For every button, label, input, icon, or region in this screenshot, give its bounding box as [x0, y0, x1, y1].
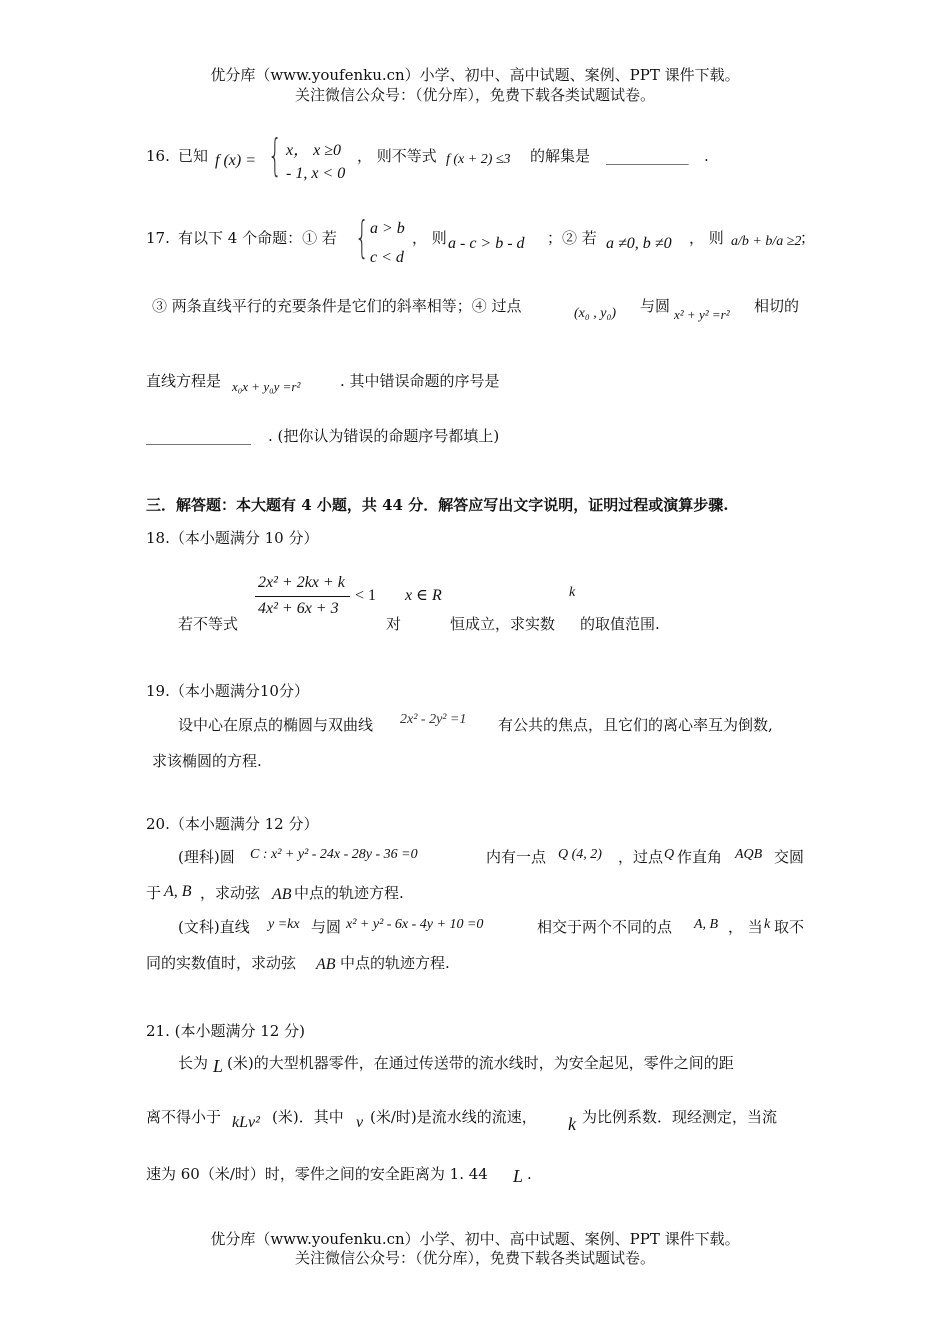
q17-lead: 有以下 4 个命题：① 若 [178, 229, 337, 247]
q21-l3-a: 速为 60（米/时）时，零件之间的安全距离为 1. 44 [146, 1165, 488, 1183]
q20-line-eq: y =kx [268, 917, 300, 932]
q21-k: k [568, 1114, 576, 1134]
q20-l1-d: 作直角 [677, 848, 723, 866]
q19-heading: 19.（本小题满分10分） [146, 682, 309, 700]
q20-l3-c: 相交于两个不同的点 [537, 918, 673, 936]
q18-k: k [569, 585, 576, 600]
q21-klv2: kLv² [232, 1114, 260, 1131]
q17-blank: ______________ [146, 427, 251, 445]
q17-result-2: a/b + b/a ≥2 [731, 234, 802, 249]
q21-L-2: L [513, 1166, 524, 1186]
q20-k: k [764, 917, 771, 932]
q21-l1-a: 长为 [178, 1054, 209, 1072]
q19-equation: 2x² - 2y² =1 [400, 712, 467, 727]
q16-case-1: x， x ≥0 [286, 142, 341, 159]
q16-brace: { [268, 130, 282, 181]
q17-line-2b: 与圆 [640, 297, 671, 315]
q20-l4-b: 中点的轨迹方程. [340, 954, 450, 972]
q21-heading: 21. (本小题满分 12 分) [146, 1022, 305, 1040]
q17-then-1: ， 则 [412, 229, 447, 247]
q20-l4-a: 同的实数值时，求动弦 [146, 954, 297, 972]
q18-text-1: 若不等式 [178, 615, 239, 633]
q16-end: . [704, 147, 709, 165]
q17-circle: x² + y² =r² [674, 307, 730, 322]
q20-ab-2: AB [272, 886, 292, 903]
q20-l2-b: ，求动弦 [200, 884, 261, 902]
q18-numerator: 2x² + 2kx + k [258, 574, 345, 591]
q17-number: 17. [146, 229, 170, 247]
q21-l2-a: 离不得小于 [146, 1108, 222, 1126]
q19-line-2: 求该椭圆的方程. [152, 752, 262, 770]
q16-tail: 的解集是 [530, 147, 591, 165]
q16-number: 16. [146, 147, 170, 165]
q18-heading: 18.（本小题满分 10 分） [146, 529, 319, 547]
q20-l2-a: 于 [146, 884, 162, 902]
q20-point-q: Q (4, 2) [558, 847, 602, 862]
q20-q: Q [664, 847, 675, 862]
q20-heading: 20.（本小题满分 12 分） [146, 815, 319, 833]
q20-ab-3: A, B [694, 917, 719, 932]
q17-cond-2: a ≠0, b ≠0 [606, 235, 672, 252]
q17-tangent: x₀x + y₀y =r² [232, 379, 301, 394]
q20-ab: A, B [164, 883, 192, 900]
q17-line-2c: 相切的 [754, 297, 800, 315]
q20-l2-c: 中点的轨迹方程. [294, 884, 404, 902]
section-3-title: 三．解答题：本大题有 4 小题，共 44 分．解答应写出文字说明，证明过程或演算步骤. [146, 496, 729, 514]
q21-l2-d: 为比例系数．现经测定，当流 [582, 1108, 778, 1126]
q18-domain: x ∈ R [405, 587, 442, 604]
q20-circle-eq: C : x² + y² - 24x - 28y - 36 =0 [250, 847, 418, 862]
q20-l1-a: (理科)圆 [178, 848, 235, 866]
q17-point: (x₀ , y₀) [574, 306, 616, 321]
q17-line-3a: 直线方程是 [146, 372, 222, 390]
q19-line-1a: 设中心在原点的椭圆与双曲线 [178, 716, 374, 734]
footer-line-1: 优分库（www.youfenku.cn）小学、初中、高中试题、案例、PPT 课件下载。 [210, 1230, 740, 1248]
q17-line-4: . (把你认为错误的命题序号都填上) [268, 427, 500, 445]
q21-l3-b: . [527, 1165, 532, 1183]
q18-text-3: 恒成立，求实数 [450, 615, 556, 633]
q21-l2-c: (米/时)是流水线的流速， [370, 1108, 537, 1126]
q16-fx: f (x) = [215, 152, 256, 169]
q20-l1-c: ，过点 [618, 848, 664, 866]
q17-line-2a: ③ 两条直线平行的充要条件是它们的斜率相等；④ 过点 [152, 297, 522, 315]
q18-less-than: < 1 [355, 587, 377, 604]
q18-denominator: 4x² + 6x + 3 [258, 600, 339, 617]
q20-circle-eq-2: x² + y² - 6x - 4y + 10 =0 [346, 917, 484, 932]
q20-l1-b: 内有一点 [486, 848, 547, 866]
header-line-2: 关注微信公众号：（优分库），免费下载各类试题试卷。 [294, 86, 655, 104]
q17-prop-2: ；② 若 [547, 229, 597, 247]
q18-fraction-bar [255, 596, 350, 597]
q21-L: L [213, 1056, 224, 1076]
q20-l3-b: 与圆 [311, 918, 342, 936]
q16-lead: 已知 [178, 147, 209, 165]
q20-ab-4: AB [316, 956, 336, 973]
q20-l3-a: (文科)直线 [178, 918, 250, 936]
q17-result-2-end: ； [800, 229, 816, 247]
q20-aqb: AQB [735, 847, 763, 862]
q16-blank: ___________ [606, 147, 689, 165]
q17-line-3b: . 其中错误命题的序号是 [340, 372, 500, 390]
q21-v: v [356, 1114, 364, 1131]
q21-l1-b: (米)的大型机器零件，在通过传送带的流水线时，为安全起见，零件之间的距 [227, 1054, 734, 1072]
q17-case-2: c < d [370, 249, 404, 266]
q17-case-1: a > b [370, 220, 405, 237]
q17-result-1: a - c > b - d [448, 235, 525, 252]
q16-mid: ， 则不等式 [357, 147, 437, 165]
footer-line-2: 关注微信公众号：（优分库），免费下载各类试题试卷。 [294, 1249, 655, 1267]
q20-l1-e: 交圆 [774, 848, 805, 866]
q18-text-2: 对 [386, 615, 402, 633]
q20-l3-e: 取不 [774, 918, 805, 936]
q19-line-1b: 有公共的焦点，且它们的离心率互为倒数, [498, 716, 773, 734]
header-line-1: 优分库（www.youfenku.cn）小学、初中、高中试题、案例、PPT 课件下载。 [210, 66, 740, 84]
q17-then-2: ， 则 [689, 229, 724, 247]
q16-inequality: f (x + 2) ≤3 [446, 152, 511, 167]
q17-brace: { [355, 212, 369, 263]
q18-text-4: 的取值范围. [580, 615, 660, 633]
q21-l2-b: (米)．其中 [272, 1108, 344, 1126]
q20-l3-d: ， 当 [728, 918, 763, 936]
q16-case-2: - 1, x < 0 [286, 165, 346, 182]
